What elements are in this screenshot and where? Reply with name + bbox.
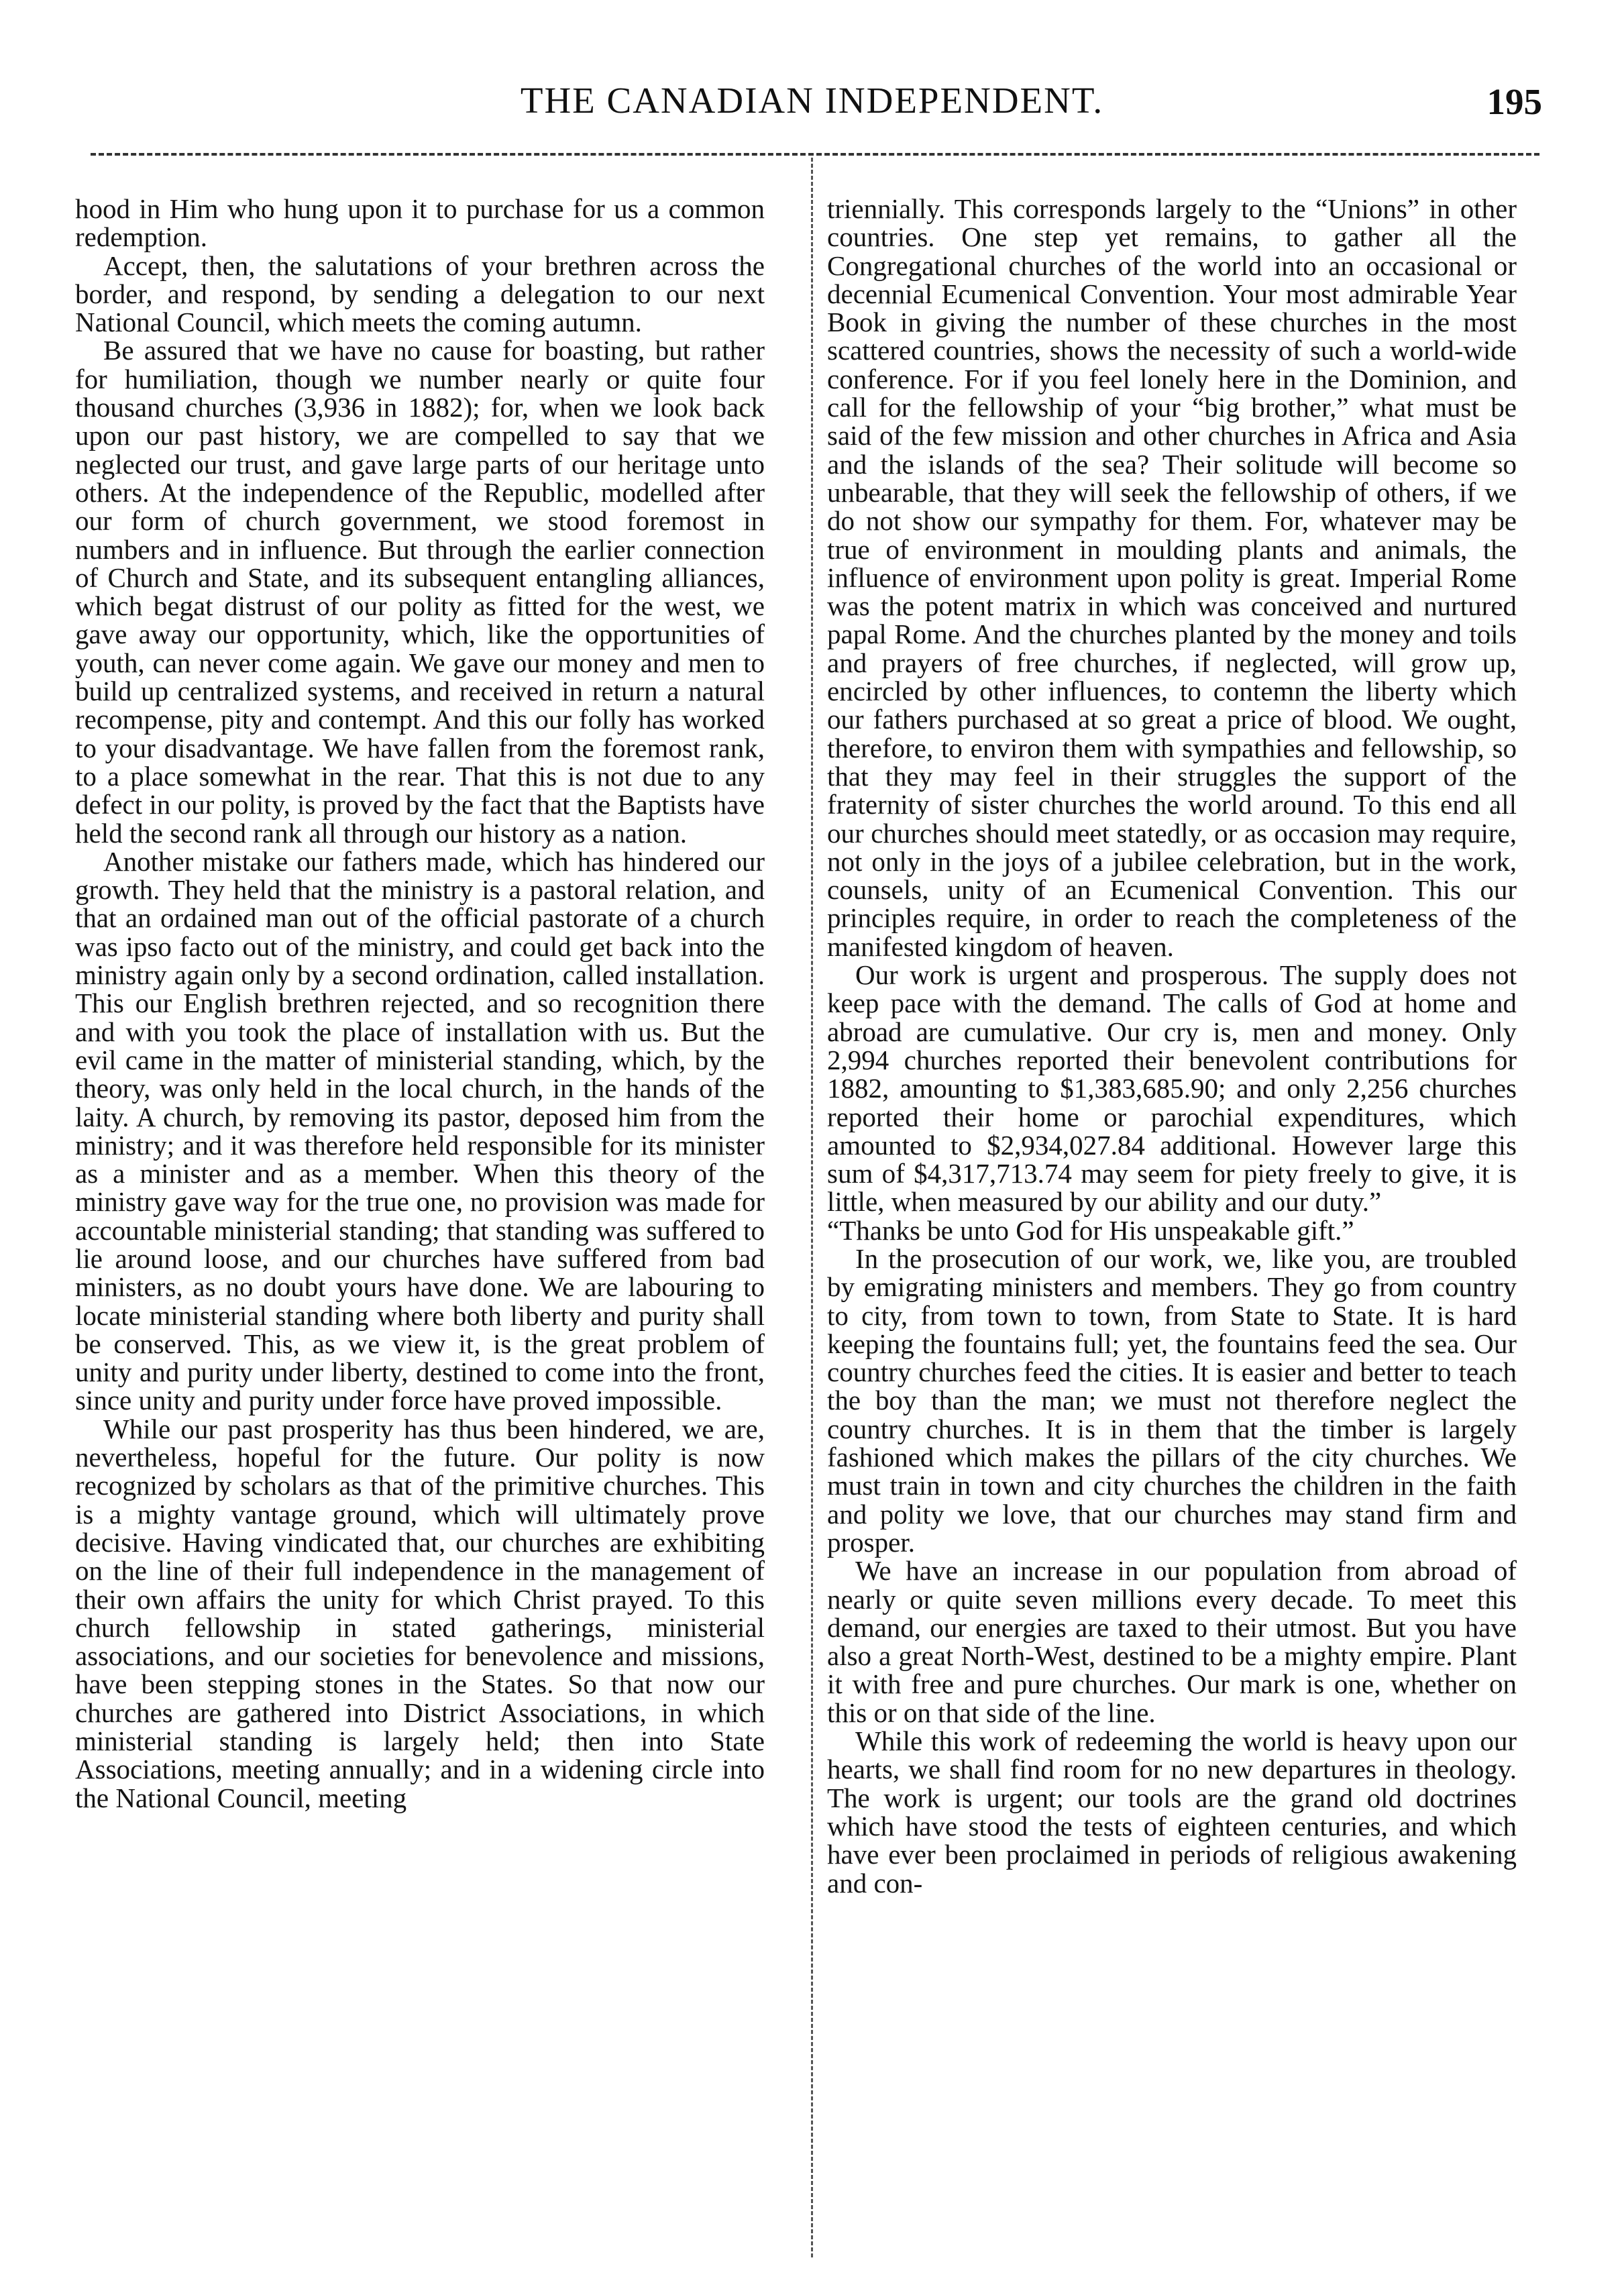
column-divider [811, 158, 813, 2257]
paragraph: triennially. This corresponds largely to the “Unions” in other countries. One step yet remains, to gather all the Congregational churches of the world into an occasional or decennial Ecumenical Convention. Your most admirable Year Book in giving the number of these churches in the most scattered countries, shows the necessity of such a world-wide conference. For if you feel lonely here in the Dominion, and call for the fellowship of your “big brother,” what must be said of the few mission and other churches in Africa and Asia and the islands of the sea? Their solitude will become so unbearable, that they will seek the fellowship of others, if we do not show our sympathy for them. For, whatever may be true of environment in moulding plants and animals, the influence of environment upon polity is great. Imperial Rome was the potent matrix in which was conceived and nurtured papal Rome. And the churches planted by the money and toils and prayers of free churches, if neglected, will grow up, encircled by other influences, to contemn the liberty which our fathers purchased at so great a price of blood. We ought, therefore, to environ them with sympathies and fellowship, so that they may feel in their struggles the support of the fraternity of sister churches the world around. To this end all our churches should meet statedly, or as occasion may require, not only in the joys of a jubilee celebration, but in the work, counsels, unity of an Ecumenical Convention. This our principles require, in order to reach the completeness of the manifested kingdom of heaven. [827, 195, 1517, 962]
header-rule [91, 153, 1539, 156]
left-column [75, 195, 765, 2274]
paragraph: While this work of redeeming the world is heavy upon our hearts, we shall find room for no new departures in theology. The work is urgent; our tools are the grand old doctrines which have stood the tests of eighteen centuries, and which have ever been proclaimed in periods of religious awakening and con- [827, 1725, 1517, 1899]
paragraph: Be assured that we have no cause for boasting, but rather for humiliation, though we number nearly or quite four thousand churches (3,936 in 1882); for, when we look back upon our past history, we are compelled to say that we neglected our trust, and gave large parts of our heritage unto others. At the independence of the Republic, modelled after our form of church government, we stood foremost in numbers and in influence. But through the earlier connection of Church and State, and its subsequent entangling alliances, which begat distrust of our polity as fitted for the west, we gave away our opportunity, which, like the opportunities of youth, can never come again. We gave our money and men to build up centralized systems, and received in return a natural recompense, pity and contempt. And this our folly has worked to your disadvantage. We have fallen from the foremost rank, to a place somewhat in the rear. That this is not due to any defect in our polity, is proved by the fact that the Baptists have held the second rank all through our history as a nation. [75, 335, 765, 849]
page-header [0, 79, 1624, 133]
masthead-title: THE CANADIAN INDEPENDENT. [520, 80, 1104, 121]
paragraph: Another mistake our fathers made, which has hindered our growth. They held that the ministry is a pastoral relation, and that an ordained man out of the official pastorate of a church was ipso facto out of the ministry, and could get back into the ministry again only by a second ordination, called installation. This our English brethren rejected, and so recognition there and with you took the place of installation with us. But the evil came in the matter of ministerial standing, which, by the theory, was only held in the local church, in the hands of the laity. A church, by removing its pastor, deposed him from the ministry; and it was therefore held responsible for its minister as a minister and as a member. When this theory of the ministry gave way for the true one, no provision was made for accountable ministerial standing; that standing was suffered to lie around loose, and our churches have suffered from bad ministers, as no doubt yours have done. We are labouring to locate ministerial standing where both liberty and purity shall be conserved. This, as we view it, is the great problem of unity and purity under liberty, destined to come into the front, since unity and purity under force have proved impossible. [75, 845, 765, 1416]
paragraph: We have an increase in our population from abroad of nearly or quite seven millions every decade. To meet this demand, our energies are taxed to their utmost. But you have also a great North-West, destined to be a mighty empire. Plant it with free and pure churches. Our mark is one, whether on this or on that side of the line. [827, 1555, 1517, 1728]
paragraph: Accept, then, the salutations of your brethren across the border, and respond, by sending a delegation to our next National Council, which meets the coming autumn. [75, 250, 765, 338]
paragraph: hood in Him who hung upon it to purchase for us a common redemption. [75, 195, 765, 253]
page-number: 195 [1486, 81, 1542, 122]
paragraph: Our work is urgent and prosperous. The supply does not keep pace with the demand. The calls of God at home and abroad are cumulative. Our cry is, men and money. Only 2,994 churches reported their benevolent contributions for 1882, amounting to $1,383,685.90; and only 2,256 churches reported their home or parochial expenditures, which amounted to $2,934,027.84 additional. However large this sum of $4,317,713.74 may seem for piety freely to give, it is little, when measured by our ability and our duty.” [827, 959, 1517, 1218]
right-column [827, 195, 1517, 2274]
paragraph: In the prosecution of our work, we, like you, are troubled by emigrating ministers and members. They go from country to city, from town to town, from State to State. It is hard keeping the fountains full; yet, the fountains feed the sea. Our country churches feed the cities. It is easier and better to teach the boy than the man; we must not therefore neglect the country churches. It is in them that the timber is largely fashioned which makes the pillars of the city churches. We must train in town and city churches the children in the faith and polity we love, that our churches may stand firm and prosper. [827, 1242, 1517, 1558]
quotation-line: “Thanks be unto God for His unspeakable gift.” [827, 1214, 1354, 1246]
paragraph: While our past prosperity has thus been hindered, we are, nevertheless, hopeful for the future. Our polity is now recognized by scholars as that of the primitive churches. This is a mighty vantage ground, which will ultimately prove decisive. Having vindicated that, our churches are exhibiting on the line of their full independence in the management of their own affairs the unity for which Christ prayed. To this church fellowship in stated gatherings, ministerial associations, and our societies for benevolence and missions, have been stepping stones in the States. So that now our churches are gathered into District Associations, in which ministerial standing is largely held; then into State Associations, meeting annually; and in a widening circle into the National Council, meeting [75, 1413, 765, 1813]
